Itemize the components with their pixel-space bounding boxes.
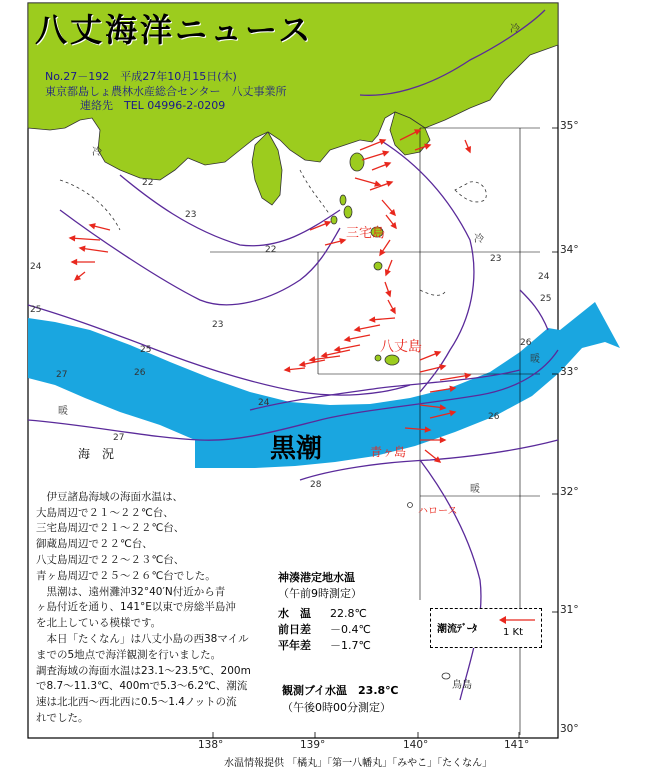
footer-credit: 水温情報提供 「橘丸」「第一八幡丸」「みやこ」「たくなん」 [224,758,493,769]
legend-arrow [497,615,537,625]
lon-138: 138° [198,739,224,751]
normal-diff-label: 平年差 [278,639,311,652]
title-banner [30,4,360,49]
isotherm-label: 26 [520,338,532,348]
bayonnaise-rocks [408,503,413,508]
harose-label: ハロース [418,506,458,517]
buoy-subtitle: （午後0時00分測定） [282,701,391,714]
issue-line: No.27－192 平成27年10月15日(木) [45,70,237,83]
isotherm-label: 24 [258,398,270,408]
kozu-station-panel [278,570,418,654]
oshima-island [350,153,364,171]
report-text: 伊豆諸島海域の海面水温は、 大島周辺で２１～２２℃台、 三宅島周辺で２１～２２℃台、 御蔵島周辺で２２℃台、 八丈島周辺で２２～２３℃台、 青ヶ島周辺で２５～２６℃台でした。 黒潮は、遠州灘沖32°40′N付近から青 ヶ島付近を通り、141°E以東で房総半島沖 を北上している模様です。 本日「たくなん」は八丈小島の西38マイル までの5地点で海洋観測を行いました。 調査海域の海面水温は23.1～23.5℃、200m で8.7～11.3℃、400mで5.3～6.2℃、潮流 速は北北西～西北西に0.5～1.4ノットの流 れでした。 [36,490,251,724]
lat-32: 32° [560,486,579,498]
kozu-title: 神湊港定地水温 [278,571,355,584]
kozu-subtitle: （午前9時測定） [278,587,362,600]
isotherm-label: 22 [265,245,277,255]
water-temp-value: 22.8℃ [330,607,367,620]
toshima-island [340,195,346,205]
kaikyo-label: 海 況 [78,447,115,461]
lat-35: 35° [560,120,579,132]
lat-33: 33° [560,366,579,378]
isotherm-label: 24 [538,272,550,282]
prev-diff-value: －0.4℃ [330,623,371,636]
cold-marker: 冷 [92,147,102,158]
org-line: 東京都島しょ農林水産総合センター 八丈事業所 [45,85,287,98]
cold-marker: 冷 [510,24,520,35]
water-temp-label: 水 温 [278,607,311,620]
lon-140: 140° [403,739,429,751]
lat-30: 30° [560,723,579,735]
mikurajima-island [374,262,382,270]
warm-marker: 暖 [58,406,68,417]
normal-diff-value: －1.7℃ [330,639,371,652]
isotherm-label: 27 [113,433,125,443]
lon-141: 141° [504,739,530,751]
cold-marker: 冷 [474,234,484,245]
isotherm-label: 25 [140,345,152,355]
lat-31: 31° [560,604,579,616]
lon-139: 139° [300,739,326,751]
kozushima-island [331,216,337,224]
legend-label: 潮流ﾃﾞｰﾀ [437,624,477,635]
torishima-label: 鳥島 [452,680,472,691]
hachijojima-island [385,355,399,365]
warm-marker: 暖 [470,484,480,495]
isotherm-label: 26 [488,412,500,422]
buoy-panel [282,682,398,716]
isotherm-label: 28 [310,480,322,490]
isotherm-label: 24 [30,262,42,272]
isotherm-label: 23 [212,320,224,330]
buoy-title: 観測ブイ水温 23.8℃ [282,684,399,697]
kuroshio-label: 黒潮 [270,434,323,464]
isotherm-label: 25 [30,305,42,315]
isotherm-label: 23 [490,254,502,264]
isotherm-label: 26 [134,368,146,378]
isotherm-label: 23 [185,210,197,220]
current-legend [430,608,542,648]
aogashima-label: 青ヶ島 [370,445,407,459]
isotherm-label: 22 [142,178,154,188]
legend-speed: 1 Kt [503,627,524,638]
isotherm-label: 25 [540,294,552,304]
miyake-label: 三宅島 [346,226,386,241]
contact-line: 連絡先 TEL 04996-2-0209 [80,99,226,112]
niijima-island [344,206,352,218]
torishima-island [442,673,450,679]
hachijo-label: 八丈島 [380,339,422,355]
warm-marker: 暖 [530,354,540,365]
lat-34: 34° [560,244,579,256]
page-title: 八丈海洋ニュース [35,11,314,49]
prev-diff-label: 前日差 [278,623,311,636]
isotherm-label: 27 [56,370,68,380]
